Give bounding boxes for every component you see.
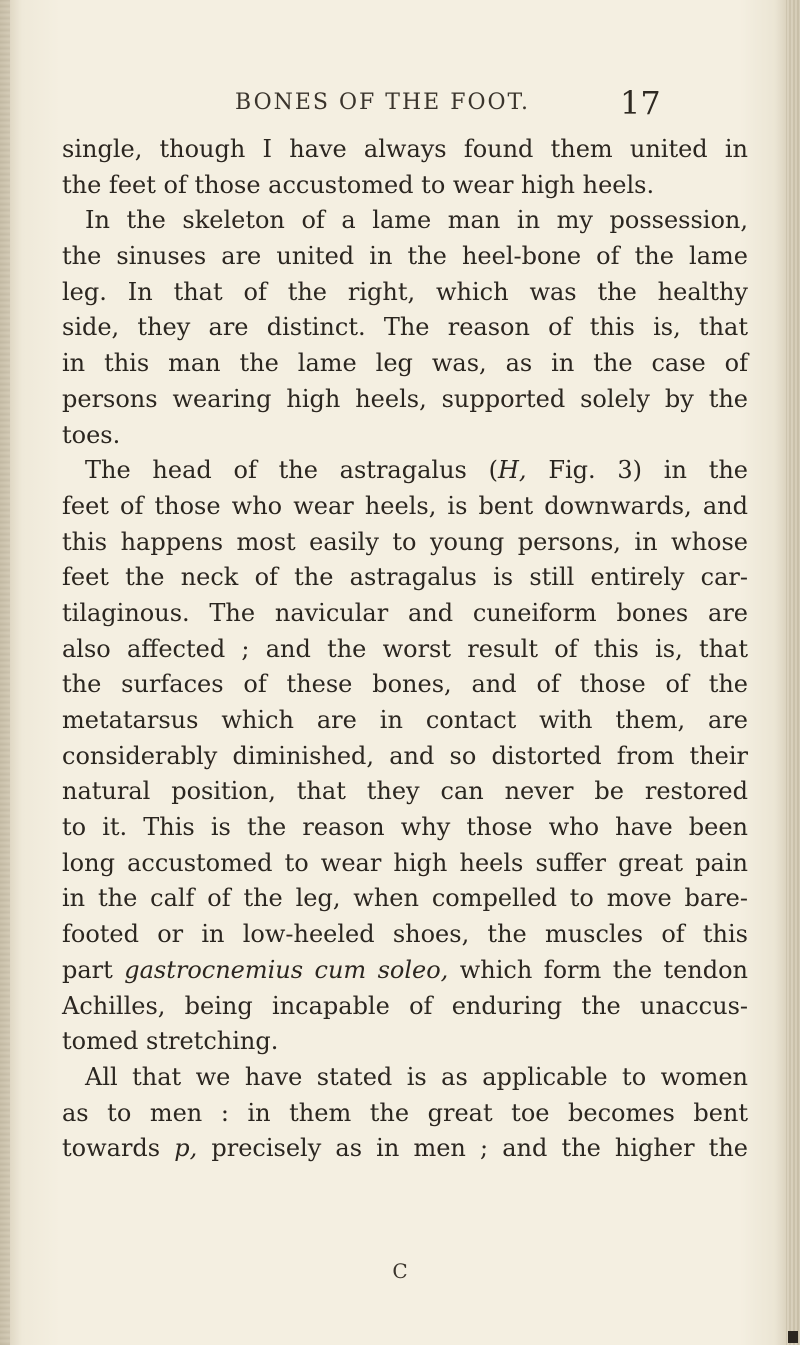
text-line bbox=[62, 810, 748, 846]
text-line bbox=[62, 703, 748, 739]
text-line bbox=[62, 953, 748, 989]
italic-text: p, bbox=[174, 1134, 198, 1163]
text-line bbox=[62, 382, 748, 418]
text-run: leg. In that of the right, which was the healthy bbox=[62, 277, 748, 306]
text-run: The head of the astragalus ( bbox=[85, 456, 498, 485]
text-line bbox=[62, 989, 748, 1025]
running-head: BONES OF THE FOOT. bbox=[235, 90, 530, 115]
italic-text: gastrocnemius cum soleo, bbox=[124, 955, 449, 984]
page-number: 17 bbox=[620, 84, 661, 122]
text-run: feet of those who wear heels, is bent downwards, and bbox=[62, 491, 748, 520]
text-run: feet the neck of the astragalus is still entirely car- bbox=[62, 563, 748, 592]
text-run: single, though I have always found them united in bbox=[62, 135, 748, 163]
page-header bbox=[0, 84, 800, 124]
text-line bbox=[62, 667, 748, 703]
text-run: the surfaces of these bones, and of those of the bbox=[62, 670, 748, 699]
paragraph bbox=[62, 1060, 748, 1167]
text-run: tilaginous. The navicular and cuneiform bones are bbox=[62, 598, 748, 627]
text-run: as to men : in them the great toe becomes bent bbox=[62, 1098, 748, 1127]
text-line bbox=[62, 346, 748, 382]
text-run: natural position, that they can never be restored bbox=[62, 777, 748, 806]
corner-mark bbox=[788, 1331, 798, 1343]
text-line bbox=[62, 453, 748, 489]
page-right-edge bbox=[786, 0, 800, 1345]
text-run: also affected ; and the worst result of this is, that bbox=[62, 634, 748, 663]
text-line bbox=[62, 846, 748, 882]
text-run: considerably diminished, and so distorted from their bbox=[62, 741, 748, 770]
text-line bbox=[62, 1096, 748, 1132]
paragraph bbox=[62, 132, 748, 203]
paragraph bbox=[62, 203, 748, 453]
signature-mark: C bbox=[392, 1259, 408, 1283]
text-line bbox=[62, 525, 748, 561]
text-run: tomed stretching. bbox=[62, 1027, 279, 1056]
text-line bbox=[62, 881, 748, 917]
page-left-edge bbox=[0, 0, 10, 1345]
text-line bbox=[62, 560, 748, 596]
text-line bbox=[62, 132, 748, 168]
text-line bbox=[62, 739, 748, 775]
text-run: precisely as in men ; and the higher the bbox=[197, 1134, 748, 1163]
text-run: toes. bbox=[62, 420, 121, 449]
text-line bbox=[62, 418, 748, 454]
text-run: footed or in low-heeled shoes, the muscles of this bbox=[62, 920, 748, 949]
text-run: towards bbox=[62, 1134, 175, 1163]
body-text bbox=[62, 132, 748, 1167]
text-run: part bbox=[62, 955, 125, 984]
text-run: to it. This is the reason why those who have been bbox=[62, 813, 748, 842]
italic-text: H, bbox=[498, 456, 527, 485]
text-run: the feet of those accustomed to wear high heels. bbox=[62, 170, 655, 199]
text-line bbox=[62, 1060, 748, 1096]
text-run: Fig. 3) in the bbox=[526, 456, 749, 485]
text-run: in the calf of the leg, when compelled to move bare- bbox=[62, 884, 748, 913]
text-line bbox=[62, 168, 748, 204]
text-line bbox=[62, 632, 748, 668]
text-line bbox=[62, 489, 748, 525]
text-line bbox=[62, 310, 748, 346]
text-line bbox=[62, 774, 748, 810]
text-run: this happens most easily to young persons, in whose bbox=[62, 527, 748, 556]
text-line bbox=[62, 275, 748, 311]
text-run: which form the tendon bbox=[448, 955, 749, 984]
text-run: in this man the lame leg was, as in the case of bbox=[62, 349, 748, 378]
text-line bbox=[62, 203, 748, 239]
text-run: long accustomed to wear high heels suffer great pain bbox=[62, 848, 748, 877]
text-run: side, they are distinct. The reason of this is, that bbox=[62, 313, 748, 342]
text-run: In the skeleton of a lame man in my possession, bbox=[85, 206, 748, 235]
text-line bbox=[62, 917, 748, 953]
text-run: metatarsus which are in contact with them, are bbox=[62, 706, 748, 734]
text-run: persons wearing high heels, supported solely by the bbox=[62, 384, 748, 413]
text-line bbox=[62, 596, 748, 632]
text-line bbox=[62, 1131, 748, 1167]
text-run: the sinuses are united in the heel-bone of the lame bbox=[62, 242, 748, 271]
paragraph bbox=[62, 453, 748, 1060]
text-line bbox=[62, 1024, 748, 1060]
text-run: All that we have stated is as applicable to women bbox=[85, 1062, 748, 1091]
text-line bbox=[62, 239, 748, 275]
text-run: Achilles, being incapable of enduring the unaccus- bbox=[62, 991, 748, 1020]
